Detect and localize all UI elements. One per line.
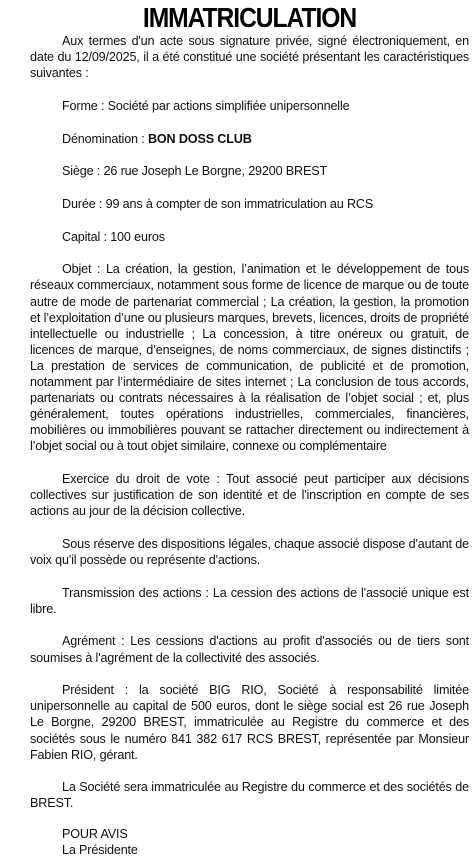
- agrement-paragraph: Agrément : Les cessions d'actions au profit d'associés ou de tiers sont soumises à l'agrément de la collectivité des associés.: [30, 634, 469, 665]
- spacer: [30, 763, 469, 780]
- transmission-line: Transmission des actions : La cession des actions de l'associé unique est libre.: [30, 585, 469, 616]
- spacer: [30, 617, 469, 634]
- spacer: [30, 519, 469, 536]
- spacer: [30, 454, 469, 471]
- signatory-line: La Présidente: [62, 842, 138, 857]
- capital-line: Capital : 100 euros: [62, 229, 165, 244]
- spacer: [30, 245, 469, 262]
- spacer: [30, 212, 469, 229]
- spacer: [30, 666, 469, 683]
- forme-line: Forme : Société par actions simplifiée unipersonnelle: [62, 98, 350, 113]
- spacer: [30, 147, 469, 164]
- intro-paragraph: Aux termes d'un acte sous signature privée, signé électroniquement, en date du 12/09/2025, il a été constitué une société présentant les caractéristiques suivantes :: [30, 34, 469, 81]
- spacer: [30, 812, 469, 826]
- pour-avis-line: POUR AVIS: [62, 826, 128, 841]
- spacer: [30, 114, 469, 131]
- reserve-paragraph: Sous réserve des dispositions légales, chaque associé dispose d'autant de voix qu'il possède ou représente d'actions.: [30, 536, 469, 567]
- denomination-value: BON DOSS CLUB: [147, 131, 252, 146]
- president-paragraph: Président : la société BIG RIO, Société à responsabilité limitée unipersonnelle au capital de 500 euros, dont le siège social est 26 rue Joseph Le Borgne, 29200 BREST, immatriculée au Registre du commerce et des sociétés sous le numéro 841 382 617 RCS BREST, représentée par Monsieur Fabien RIO, gérant.: [30, 683, 469, 762]
- immatriculation-line: La Société sera immatriculée au Registre du commerce et des sociétés de BREST.: [30, 780, 469, 811]
- vote-paragraph: Exercice du droit de vote : Tout associé peut participer aux décisions collectives sur justification de son identité et de l'inscription en compte de ses actions au jour de la décision collective.: [30, 472, 469, 519]
- denomination-label: Dénomination :: [62, 131, 148, 146]
- spacer: [30, 179, 469, 196]
- spacer: [30, 81, 469, 98]
- duree-line: Durée : 99 ans à compter de son immatriculation au RCS: [62, 196, 374, 211]
- siege-line: Siège : 26 rue Joseph Le Borgne, 29200 BREST: [62, 164, 328, 179]
- notice-body: [30, 33, 469, 858]
- spacer: [30, 568, 469, 585]
- denomination-line: [30, 131, 469, 147]
- objet-paragraph: Objet : La création, la gestion, l’animation et le développement de tous réseaux commerciaux, notamment sous forme de licence de marque ou de toute autre de mode de partenariat commercial ; La création, la gestion, la promotion et l’exploitation d’une ou plusieurs marques, brevets, licences, droits de propriété intellectuelle ou industrielle ; La concession, à titre onéreux ou gratuit, de licences de marque, d’enseignes, de noms commerciaux, de signes distinctifs ; La prestation de services de communication, de publicité et de promotion, notamment par l’intermédiaire de sites internet ; La conclusion de tous accords, partenariats ou contrats nécessaires à la réalisation de l’objet social ; et, plus généralement, toutes opérations industrielles, commerciales, financières, mobilières ou immobilières pouvant se rattacher directement ou indirectement à l’objet social ou à tout objet similaire, connexe ou complémentaire: [30, 262, 469, 454]
- notice-title: IMMATRICULATION: [142, 2, 357, 33]
